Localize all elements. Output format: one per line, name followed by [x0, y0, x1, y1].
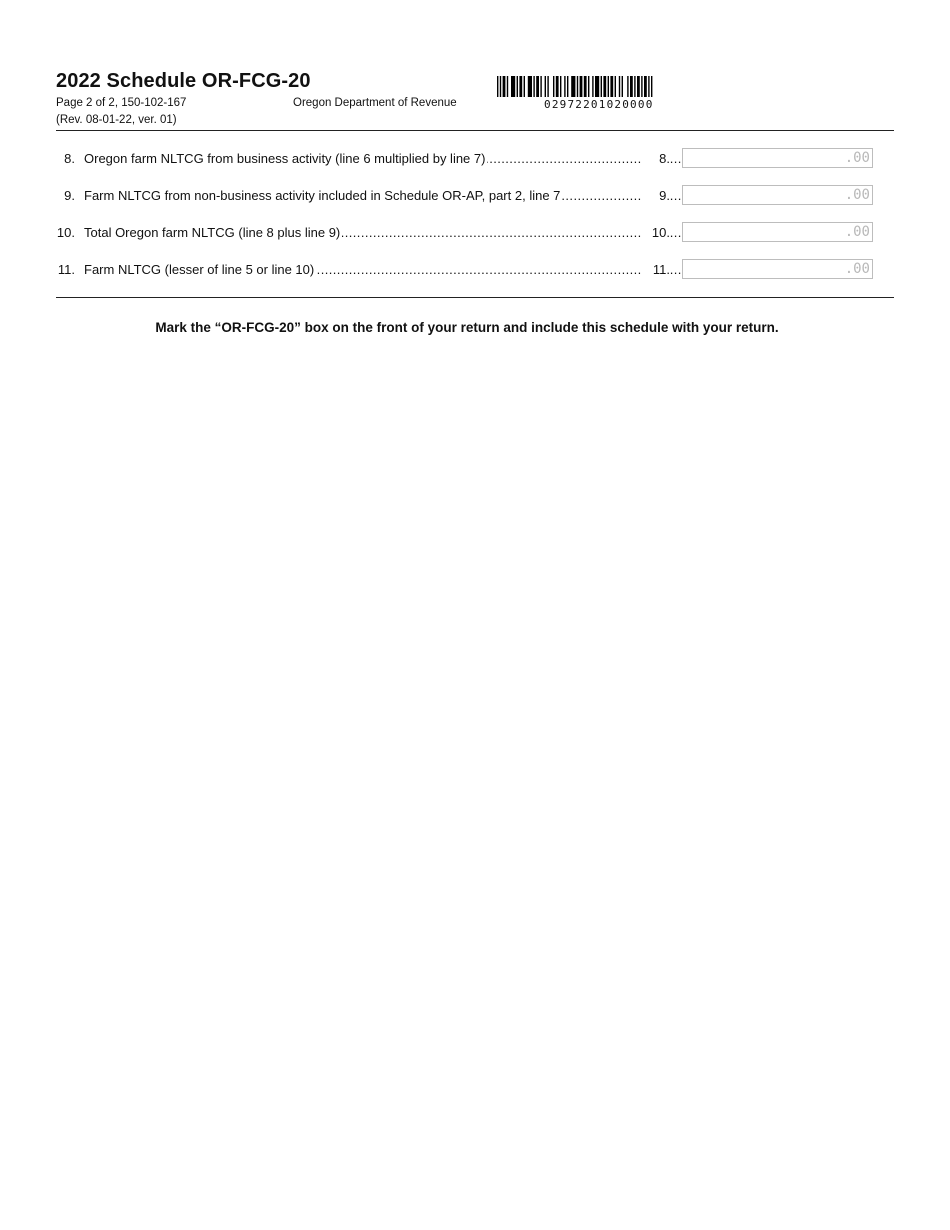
- line-number: 8.: [64, 151, 75, 166]
- barcode-bar: [503, 76, 506, 97]
- section-divider: [56, 297, 894, 298]
- barcode-bar: [560, 76, 561, 97]
- line-description: [84, 225, 698, 240]
- barcode-number: 02972201020000: [544, 98, 654, 111]
- line-reference: 8.: [642, 151, 670, 166]
- line-reference: 11.: [642, 262, 670, 277]
- department-name: Oregon Department of Revenue: [293, 97, 457, 109]
- line-number: 10.: [56, 225, 75, 240]
- barcode-bar: [651, 76, 652, 97]
- barcode-bar: [553, 76, 554, 97]
- barcode-bar: [507, 76, 508, 97]
- barcode-bar: [595, 76, 599, 97]
- barcode-bar: [610, 76, 613, 97]
- cents-placeholder: .00: [844, 224, 870, 240]
- barcode-bar: [536, 76, 539, 97]
- cents-placeholder: .00: [844, 150, 870, 166]
- barcode-bar: [634, 76, 635, 97]
- barcode-bar: [524, 76, 525, 97]
- barcode-bar: [644, 76, 647, 97]
- barcode-bar: [517, 76, 518, 97]
- barcode-bar: [637, 76, 640, 97]
- barcode-bar: [556, 76, 559, 97]
- barcode-bar: [511, 76, 515, 97]
- barcode-bar: [567, 76, 568, 97]
- page-info: Page 2 of 2, 150-102-167: [56, 97, 187, 109]
- barcode-bar: [627, 76, 628, 97]
- line-number: 11.: [57, 262, 75, 277]
- barcode-bar: [528, 76, 532, 97]
- line-number: 9.: [64, 188, 75, 203]
- line-description: [84, 188, 698, 203]
- line-description: [84, 151, 698, 166]
- barcode-bar: [564, 76, 565, 97]
- line-description-text: Farm NLTCG (lesser of line 5 or line 10): [84, 262, 315, 277]
- barcode-bar: [648, 76, 649, 97]
- barcode-bar: [497, 76, 498, 97]
- barcode-bar: [619, 76, 620, 97]
- line-description-text: Oregon farm NLTCG from business activity (line 6 multiplied by line 7): [84, 151, 486, 166]
- cents-placeholder: .00: [844, 187, 870, 203]
- barcode-bar: [580, 76, 583, 97]
- line-8-row: [56, 148, 894, 170]
- form-title: 2022 Schedule OR-FCG-20: [56, 70, 311, 92]
- barcode-bar: [500, 76, 501, 97]
- line-9-amount-field[interactable]: [682, 185, 873, 205]
- barcode-image: [497, 76, 709, 97]
- barcode-bar: [608, 76, 609, 97]
- line-reference: 9.: [642, 188, 670, 203]
- line-10-amount-field[interactable]: [682, 222, 873, 242]
- barcode-bar: [588, 76, 589, 97]
- barcode-bar: [571, 76, 575, 97]
- barcode-bar: [622, 76, 623, 97]
- barcode-bar: [630, 76, 633, 97]
- barcode-bar: [545, 76, 546, 97]
- line-11-amount-field[interactable]: [682, 259, 873, 279]
- barcode-bar: [592, 76, 593, 97]
- line-reference: 10.: [642, 225, 670, 240]
- barcode-bar: [533, 76, 534, 97]
- barcode-bar: [615, 76, 616, 97]
- filing-instruction: Mark the “OR-FCG-20” box on the front of your return and include this schedule with your return.: [155, 320, 779, 335]
- line-description: [84, 262, 698, 277]
- barcode-bar: [540, 76, 541, 97]
- barcode-bar: [577, 76, 578, 97]
- barcode-bar: [584, 76, 587, 97]
- barcode-bar: [601, 76, 602, 97]
- barcode-bar: [603, 76, 606, 97]
- line-description-text: Total Oregon farm NLTCG (line 8 plus line 9): [84, 225, 341, 240]
- barcode-bar: [547, 76, 548, 97]
- revision-info: (Rev. 08-01-22, ver. 01): [56, 114, 177, 126]
- barcode-bar: [641, 76, 642, 97]
- line-8-amount-field[interactable]: [682, 148, 873, 168]
- barcode-bar: [519, 76, 522, 97]
- line-10-row: [56, 222, 894, 244]
- header-divider: [56, 130, 894, 131]
- line-9-row: [56, 185, 894, 207]
- line-11-row: [56, 259, 894, 281]
- cents-placeholder: .00: [844, 261, 870, 277]
- line-description-text: Farm NLTCG from non-business activity included in Schedule OR-AP, part 2, line 7: [84, 188, 561, 203]
